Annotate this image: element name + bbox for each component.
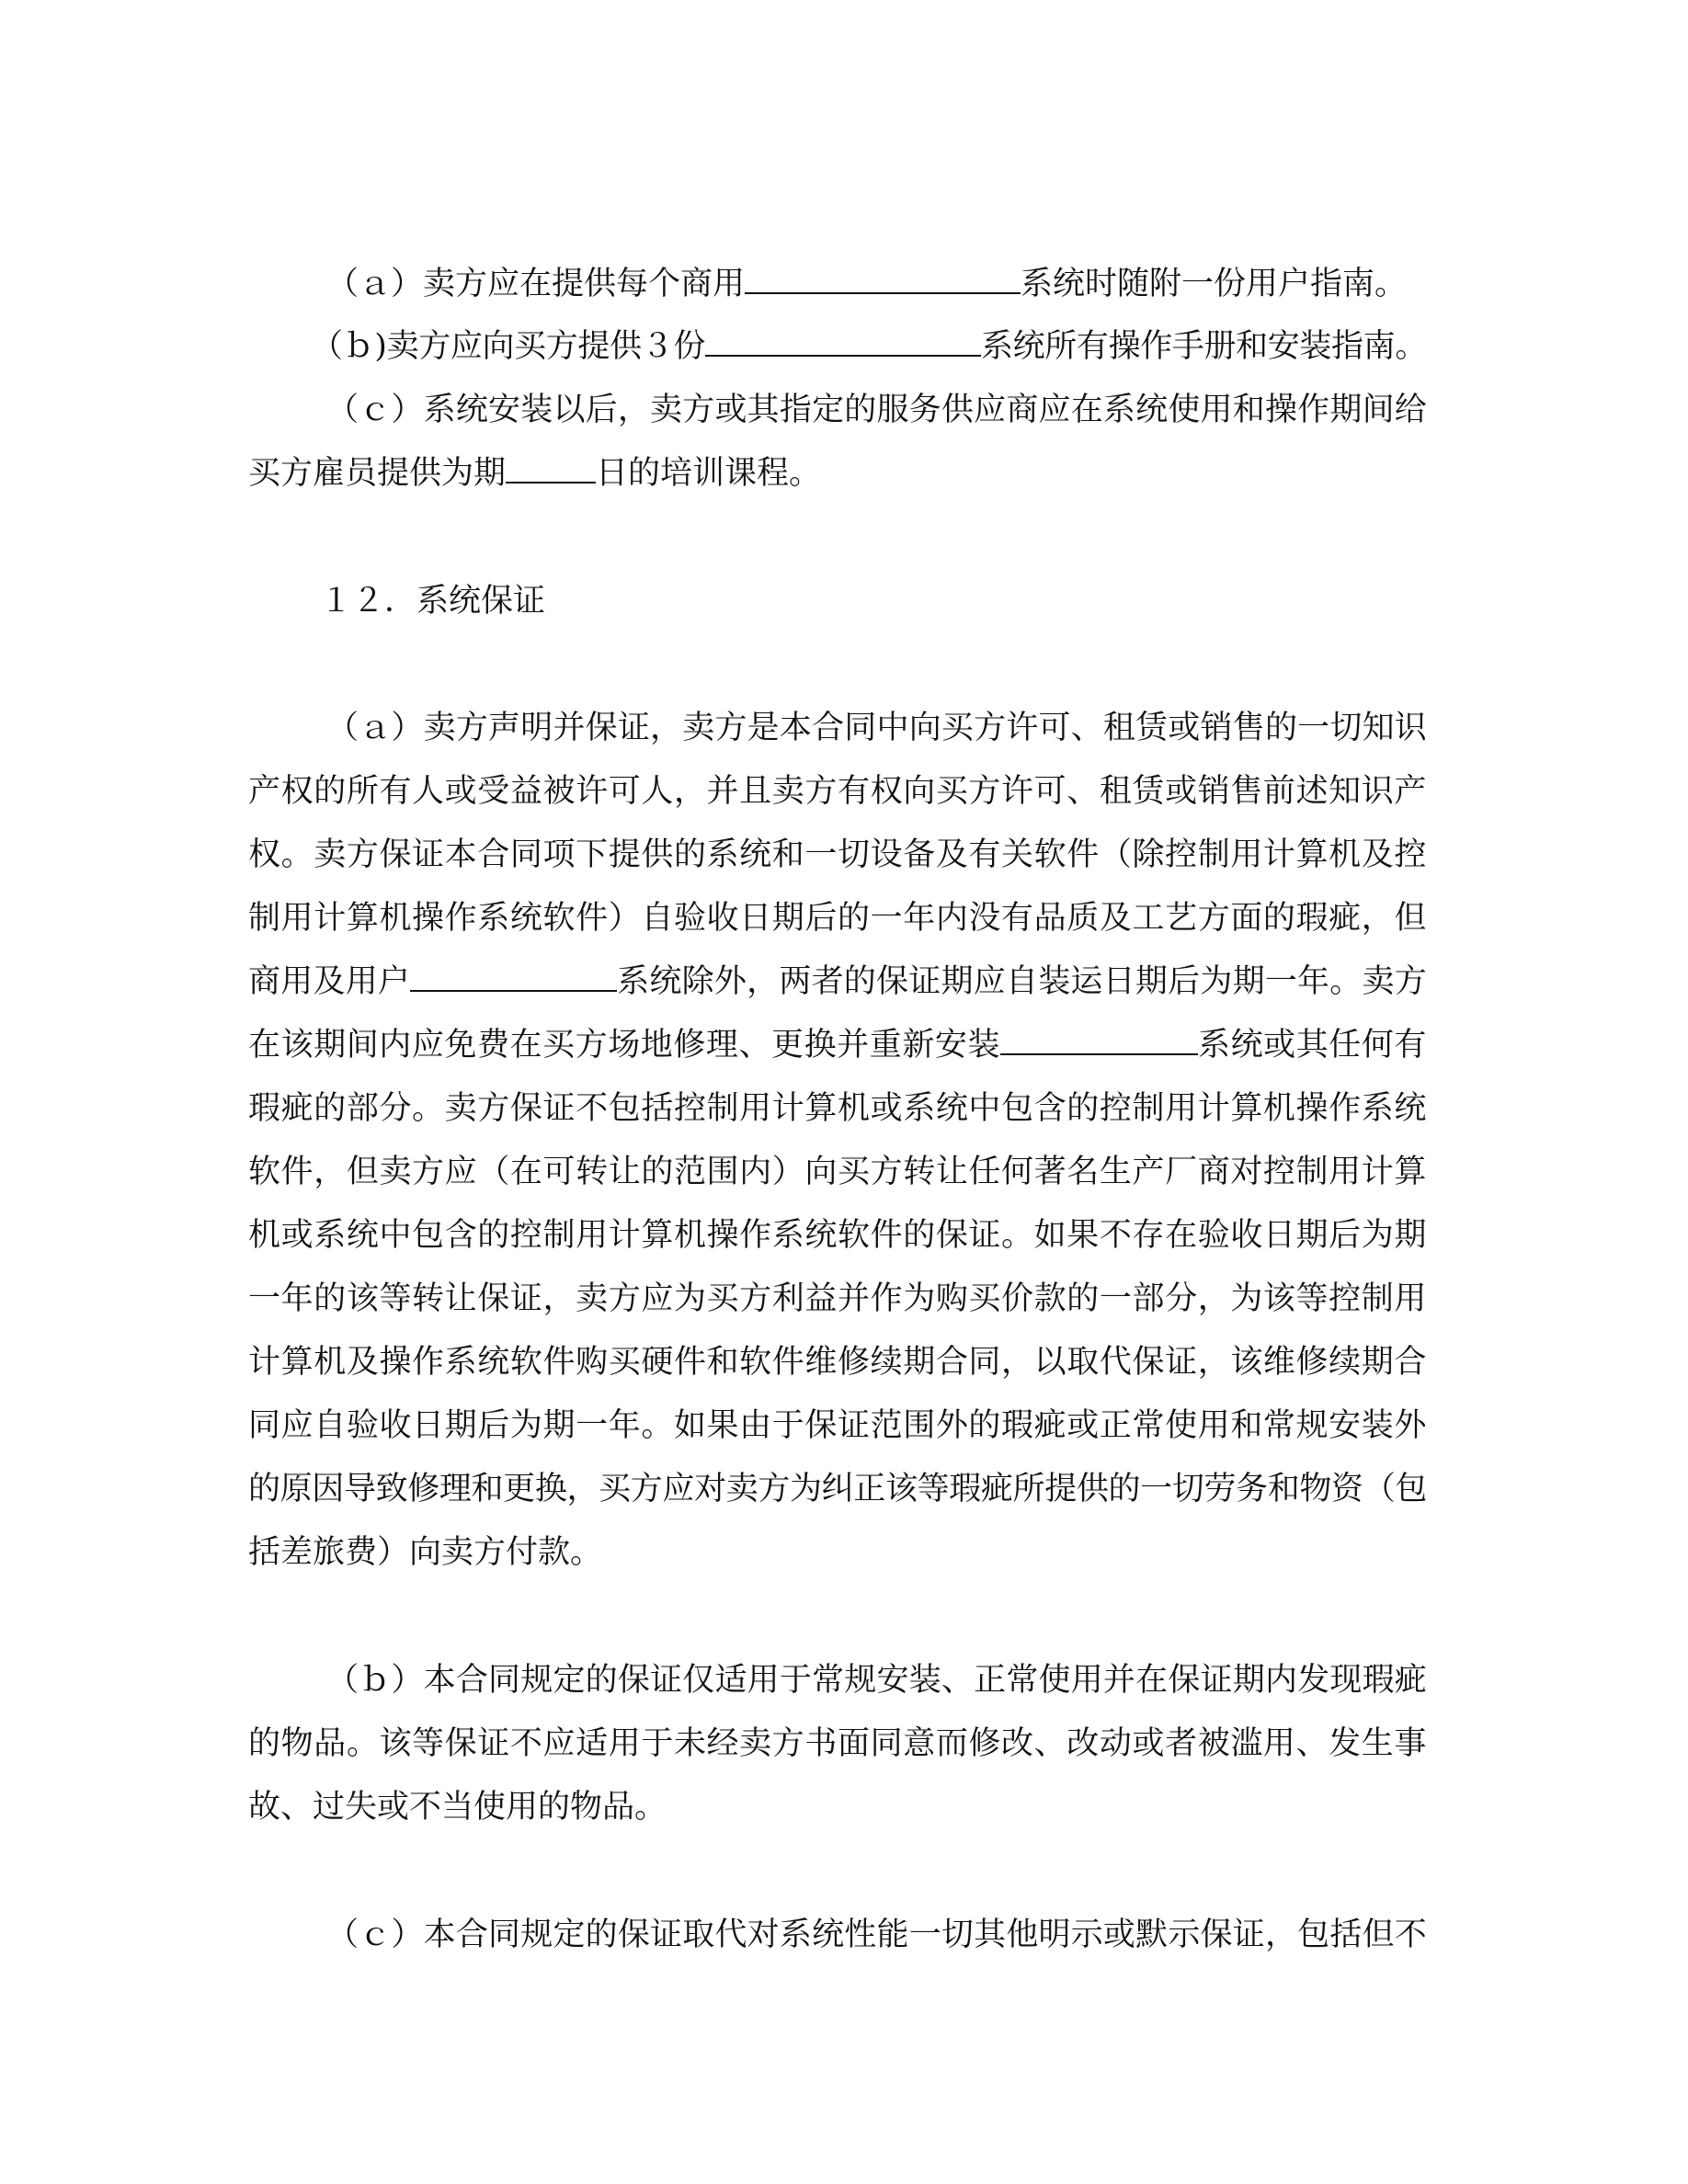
text-line [248,453,821,494]
text-segment: （ａ）卖方声明并保证，卖方是本合同中向买方许可、租赁或销售的一切知识 [326,710,1427,746]
text-line [248,1723,1427,1764]
text-segment: 故、过失或不当使用的物品。 [248,1789,667,1826]
text-line [248,1152,1427,1192]
fill-in-blank [705,327,981,357]
text-segment: 一年的该等转让保证，卖方应为买方利益并作为购买价款的一部分，为该等控制用 [248,1280,1427,1317]
text-segment: （ｃ）系统安装以后，卖方或其指定的服务供应商应在系统使用和操作期间给 [326,392,1427,428]
text-line [326,1660,1427,1701]
text-segment: 系统除外，两者的保证期应自装运日期后为期一年。卖方 [617,963,1427,1000]
text-line [326,1915,1427,1955]
fill-in-blank [506,454,596,483]
text-line [248,1215,1427,1256]
text-segment: １２．系统保证 [320,583,546,620]
text-segment: 括差旅费）向卖方付款。 [248,1534,603,1571]
text-line [326,390,1427,430]
fill-in-blank [745,265,1021,294]
text-segment: 系统时随附一份用户指南。 [1021,266,1408,302]
text-segment: 系统或其任何有 [1198,1027,1427,1064]
text-line [248,1787,667,1827]
text-segment: （ｂ)卖方应向买方提供３份 [311,328,705,365]
text-line [248,961,1427,1002]
text-line [248,1469,1427,1509]
text-segment: 权。卖方保证本合同项下提供的系统和一切设备及有关软件（除控制用计算机及控 [248,836,1427,873]
text-line [326,708,1427,748]
text-line [248,1532,602,1573]
text-segment: 机或系统中包含的控制用计算机操作系统软件的保证。如果不存在验收日期后为期 [248,1217,1427,1254]
fill-in-blank [1000,1026,1198,1055]
section-heading [320,581,545,621]
text-line [248,835,1427,875]
text-segment: 在该期间内应免费在买方场地修理、更换并重新安装 [248,1027,1001,1064]
text-line [248,1342,1427,1382]
text-segment: 计算机及操作系统软件购买硬件和软件维修续期合同，以取代保证，该维修续期合 [248,1344,1427,1381]
text-segment: 的原因导致修理和更换，买方应对卖方为纠正该等瑕疵所提供的一切劳务和物资（包 [248,1471,1427,1507]
text-line [311,326,1427,367]
text-line [248,771,1427,812]
text-segment: 制用计算机操作系统软件）自验收日期后的一年内没有品质及工艺方面的瑕疵，但 [248,900,1427,937]
text-line [248,1279,1427,1319]
text-segment: 的物品。该等保证不应适用于未经卖方书面同意而修改、改动或者被滥用、发生事 [248,1725,1427,1762]
fill-in-blank [410,962,617,992]
text-segment: 商用及用户 [248,963,411,1000]
text-segment: 瑕疵的部分。卖方保证不包括控制用计算机或系统中包含的控制用计算机操作系统 [248,1090,1427,1127]
text-segment: （ｂ）本合同规定的保证仅适用于常规安装、正常使用并在保证期内发现瑕疵 [326,1662,1427,1699]
text-segment: 系统所有操作手册和安装指南。 [981,328,1427,365]
text-segment: （ａ）卖方应在提供每个商用 [326,266,746,302]
text-segment: 产权的所有人或受益被许可人，并且卖方有权向买方许可、租赁或销售前述知识产 [248,773,1427,810]
text-line [248,898,1427,938]
text-line [326,264,1407,304]
text-line [248,1405,1427,1446]
text-line [248,1088,1427,1129]
text-segment: 日的培训课程。 [596,455,822,492]
text-line [248,1025,1427,1065]
text-segment: （ｃ）本合同规定的保证取代对系统性能一切其他明示或默示保证，包括但不 [326,1917,1427,1953]
text-segment: 同应自验收日期后为期一年。如果由于保证范围外的瑕疵或正常使用和常规安装外 [248,1407,1427,1444]
text-segment: 软件，但卖方应（在可转让的范围内）向买方转让任何著名生产厂商对控制用计算 [248,1154,1427,1190]
text-segment: 买方雇员提供为期 [248,455,507,492]
